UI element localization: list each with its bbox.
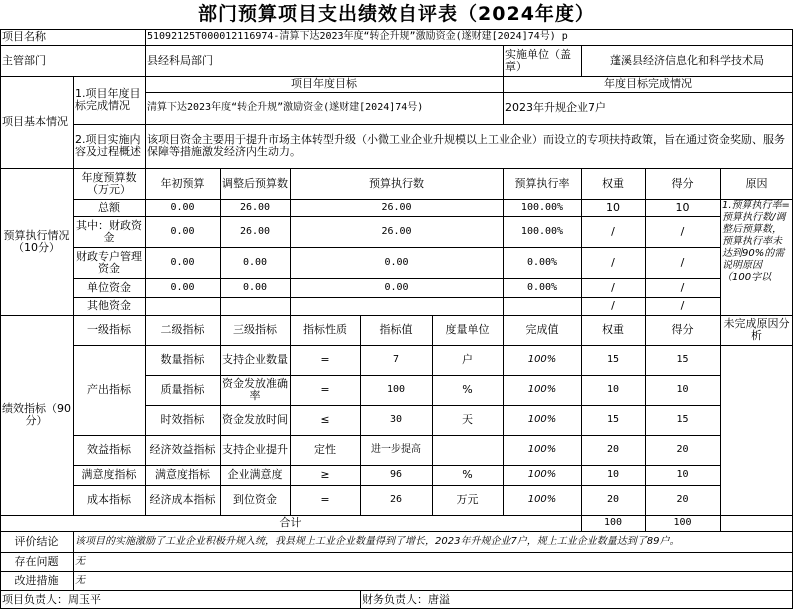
dept-value: 县经科局部门 [147, 53, 213, 67]
budget-header: 预算执行数 [369, 176, 424, 190]
budget-row-label: 单位资金 [87, 280, 131, 294]
l2-indicator: 数量指标 [160, 353, 205, 366]
execution-rate: 100.00% [520, 201, 564, 213]
grid-line [145, 92, 793, 93]
l3-indicator: 资金发放准确率 [222, 377, 288, 402]
l2-indicator: 质量指标 [160, 383, 205, 396]
grid-line [73, 278, 721, 279]
impl-unit-value: 蓬溪县经济信息化和科学技术局 [610, 53, 764, 67]
indicator-nature: ≥ [320, 468, 330, 481]
performance-header: 度量单位 [445, 323, 490, 336]
grid-line [0, 552, 793, 553]
conclusion-text: 该项目的实施激励了工业企业积极升规入统，我县规上工业企业数量得到了增长，2023年升规企业7户，规上工业企业数量达到了89户。 [75, 535, 680, 547]
budget-score: / [680, 299, 685, 312]
project-name-value: 51092125T000012116974-清算下达2023年度“转企升规”激励资金(遂财建[2024]74号) p [147, 31, 568, 42]
grid-line [73, 216, 721, 217]
budget-header: 年度预算数（万元） [81, 170, 137, 196]
grid-line [645, 168, 646, 316]
budget-row-label: 财政专户管理资金 [76, 249, 142, 275]
grid-line [73, 485, 721, 486]
adjusted-budget: 26.00 [239, 201, 271, 213]
budget-header: 调整后预算数 [222, 176, 288, 190]
grid-line [0, 76, 793, 77]
grid-line [503, 76, 504, 125]
l3-indicator: 支持企业数量 [222, 353, 288, 366]
indicator-weight: 15 [606, 354, 620, 365]
budget-weight: / [611, 224, 615, 238]
execution-rate: 0.00% [526, 256, 558, 268]
grid-line [0, 45, 793, 46]
budget-header: 原因 [745, 176, 768, 190]
grid-line [581, 45, 582, 77]
performance-header: 完成值 [525, 323, 559, 336]
indicator-unit [432, 435, 503, 465]
goal-col-header: 项目年度目标 [291, 77, 357, 90]
issues-text: 无 [75, 555, 85, 567]
completion-text: 2023年升规企业7户 [505, 101, 606, 114]
indicator-value: 30 [389, 414, 403, 425]
total-label: 合计 [279, 516, 302, 529]
initial-budget: 0.00 [170, 225, 195, 237]
adjusted-budget [220, 297, 290, 315]
performance-header: 得分 [671, 323, 694, 336]
grid-line [73, 168, 74, 316]
initial-budget [145, 297, 220, 315]
indicator-score: 15 [676, 354, 689, 365]
l3-indicator: 支持企业提升 [222, 443, 288, 456]
impl-text: 该项目资金主要用于提升市场主体转型升级（小微工业企业升规模以上工业企业）而设立的专项扶持政策，旨在通过资金奖励、服务保障等措施激发经济内生动力。 [147, 133, 785, 158]
dept-label: 主管部门 [2, 53, 46, 67]
executed-budget [290, 297, 503, 315]
executed-budget: 0.00 [384, 281, 409, 293]
grid-line [73, 247, 721, 248]
budget-header: 预算执行率 [514, 176, 570, 190]
execution-rate [503, 297, 581, 315]
l2-indicator: 经济效益指标 [149, 443, 216, 456]
indicator-value: 96 [389, 469, 403, 480]
grid-line [73, 531, 74, 591]
grid-line [503, 168, 504, 316]
form-title: 部门预算项目支出绩效自评表（2024年度） [198, 3, 595, 25]
indicator-score: 20 [676, 444, 689, 455]
indicator-unit: 万元 [456, 493, 479, 506]
unfinished-reason-cell [720, 345, 793, 515]
initial-budget: 0.00 [170, 281, 195, 293]
goal-label: 1.项目年度目标完成情况 [75, 87, 141, 112]
l1-indicator: 成本指标 [87, 493, 131, 506]
completion-col-header: 年度目标完成情况 [604, 77, 692, 90]
indicator-unit: % [462, 383, 473, 396]
grid-line [0, 315, 793, 316]
indicator-nature: ≤ [320, 413, 330, 426]
completion-value: 100% [527, 414, 557, 425]
grid-line [360, 590, 361, 609]
budget-row-label: 其中：财政资金 [76, 218, 142, 244]
adjusted-budget: 0.00 [242, 281, 268, 293]
grid-line [73, 465, 721, 466]
grid-line [220, 168, 221, 316]
indicator-value: 7 [392, 354, 400, 365]
indicator-nature: = [320, 353, 330, 366]
performance-header: 权重 [602, 323, 624, 336]
budget-weight: 10 [606, 200, 620, 214]
adjusted-budget: 0.00 [242, 256, 268, 268]
adjusted-budget: 26.00 [239, 225, 271, 237]
indicator-unit: 天 [462, 413, 473, 426]
l1-indicator: 产出指标 [87, 383, 131, 396]
finance-name: 唐溢 [428, 593, 450, 606]
indicator-value: 26 [389, 494, 403, 505]
l3-indicator: 企业满意度 [227, 468, 283, 481]
indicator-weight: 10 [606, 384, 620, 395]
completion-value: 100% [527, 384, 557, 395]
indicator-unit: 户 [462, 353, 473, 366]
indicator-weight: 15 [606, 414, 620, 425]
indicator-unit: % [462, 468, 473, 481]
budget-weight: / [611, 299, 615, 312]
measures-text: 无 [75, 574, 85, 586]
indicator-nature: 定性 [314, 443, 336, 456]
l3-indicator: 资金发放时间 [222, 413, 288, 426]
budget-row-label: 其他资金 [87, 299, 131, 312]
budget-section-label: 预算执行情况（10分） [3, 228, 70, 254]
indicator-weight: 20 [606, 444, 620, 455]
grid-line [0, 29, 1, 609]
grid-line [720, 168, 721, 316]
grid-line [145, 375, 721, 376]
execution-rate: 100.00% [520, 225, 564, 237]
budget-weight: / [611, 280, 615, 294]
l2-indicator: 时效指标 [160, 413, 205, 426]
grid-line [290, 168, 291, 316]
budget-header: 权重 [602, 176, 624, 190]
execution-rate: 0.00% [526, 281, 558, 293]
indicator-nature: = [320, 383, 330, 396]
grid-line [73, 76, 74, 169]
grid-line [0, 590, 793, 591]
project-leader [0, 591, 360, 609]
l2-indicator: 满意度指标 [155, 468, 210, 481]
grid-line [145, 405, 721, 406]
grid-line [145, 168, 146, 316]
l1-indicator: 满意度指标 [81, 468, 137, 481]
grid-line [720, 515, 721, 532]
initial-budget: 0.00 [170, 256, 195, 268]
grid-line [73, 297, 721, 298]
l1-indicator: 效益指标 [87, 443, 131, 456]
leader-label: 项目负责人： [2, 593, 68, 606]
performance-section-label: 绩效指标（90分） [2, 402, 71, 427]
budget-header: 年初预算 [160, 176, 205, 190]
indicator-value: 100 [386, 384, 406, 395]
l2-indicator: 经济成本指标 [149, 493, 216, 506]
grid-line [73, 199, 793, 200]
goal-text: 清算下达2023年度“转企升规”激励资金(遂财建[2024]74号) [147, 102, 424, 113]
performance-header: 一级指标 [87, 323, 131, 336]
impl-unit-label: 实施单位（盖章） [505, 47, 571, 73]
finance-label: 财务负责人： [362, 593, 428, 606]
indicator-score: 10 [676, 469, 689, 480]
leader-name: 周玉平 [68, 593, 101, 606]
completion-value: 100% [527, 444, 557, 455]
budget-score: / [680, 255, 685, 269]
grid-line [0, 168, 793, 169]
total-score: 100 [673, 517, 692, 528]
executed-budget: 26.00 [381, 201, 412, 213]
conclusion-label: 评价结论 [14, 534, 59, 548]
budget-row-label: 总额 [98, 200, 120, 214]
finance-leader [360, 591, 793, 609]
budget-score: / [680, 280, 685, 294]
indicator-score: 10 [676, 384, 689, 395]
grid-line [0, 515, 793, 516]
indicator-weight: 20 [606, 494, 620, 505]
issues-label: 存在问题 [14, 554, 59, 568]
indicator-score: 20 [676, 494, 689, 505]
grid-line [73, 124, 793, 125]
measures-label: 改进措施 [14, 573, 59, 587]
executed-budget: 0.00 [384, 256, 409, 268]
grid-line [73, 435, 721, 436]
project-name-label: 项目名称 [2, 30, 46, 43]
impl-label: 2.项目实施内容及过程概述 [75, 133, 141, 158]
performance-header: 三级指标 [233, 323, 277, 336]
grid-line [581, 515, 582, 532]
grid-line [145, 76, 146, 169]
grid-line [0, 29, 793, 30]
performance-header: 未完成原因分析 [723, 317, 790, 342]
performance-header: 指标值 [379, 323, 413, 336]
indicator-score: 15 [676, 414, 689, 425]
budget-reason: 1.预算执行率=预算执行数/调整后预算数，预算执行率未达到90%的需说明原因（100字以 [722, 200, 790, 283]
grid-line [0, 531, 793, 532]
grid-line [145, 29, 146, 77]
executed-budget: 26.00 [381, 225, 412, 237]
grid-line [0, 571, 793, 572]
budget-score: / [680, 224, 685, 238]
l3-indicator: 到位资金 [233, 493, 277, 506]
budget-weight: / [611, 255, 615, 269]
basic-info-label: 项目基本情况 [2, 115, 68, 128]
grid-line [581, 168, 582, 316]
completion-value: 100% [527, 354, 557, 365]
initial-budget: 0.00 [170, 201, 195, 213]
grid-line [73, 345, 793, 346]
grid-line [503, 45, 504, 77]
indicator-nature: = [320, 493, 330, 506]
completion-value: 100% [527, 494, 557, 505]
budget-header: 得分 [671, 176, 694, 190]
completion-value: 100% [527, 469, 557, 480]
budget-score: 10 [675, 200, 690, 214]
performance-header: 二级指标 [160, 323, 205, 336]
indicator-weight: 10 [606, 469, 620, 480]
performance-header: 指标性质 [303, 323, 347, 336]
grid-line [645, 515, 646, 532]
total-weight: 100 [603, 517, 623, 528]
indicator-value: 进一步提高 [371, 444, 421, 455]
